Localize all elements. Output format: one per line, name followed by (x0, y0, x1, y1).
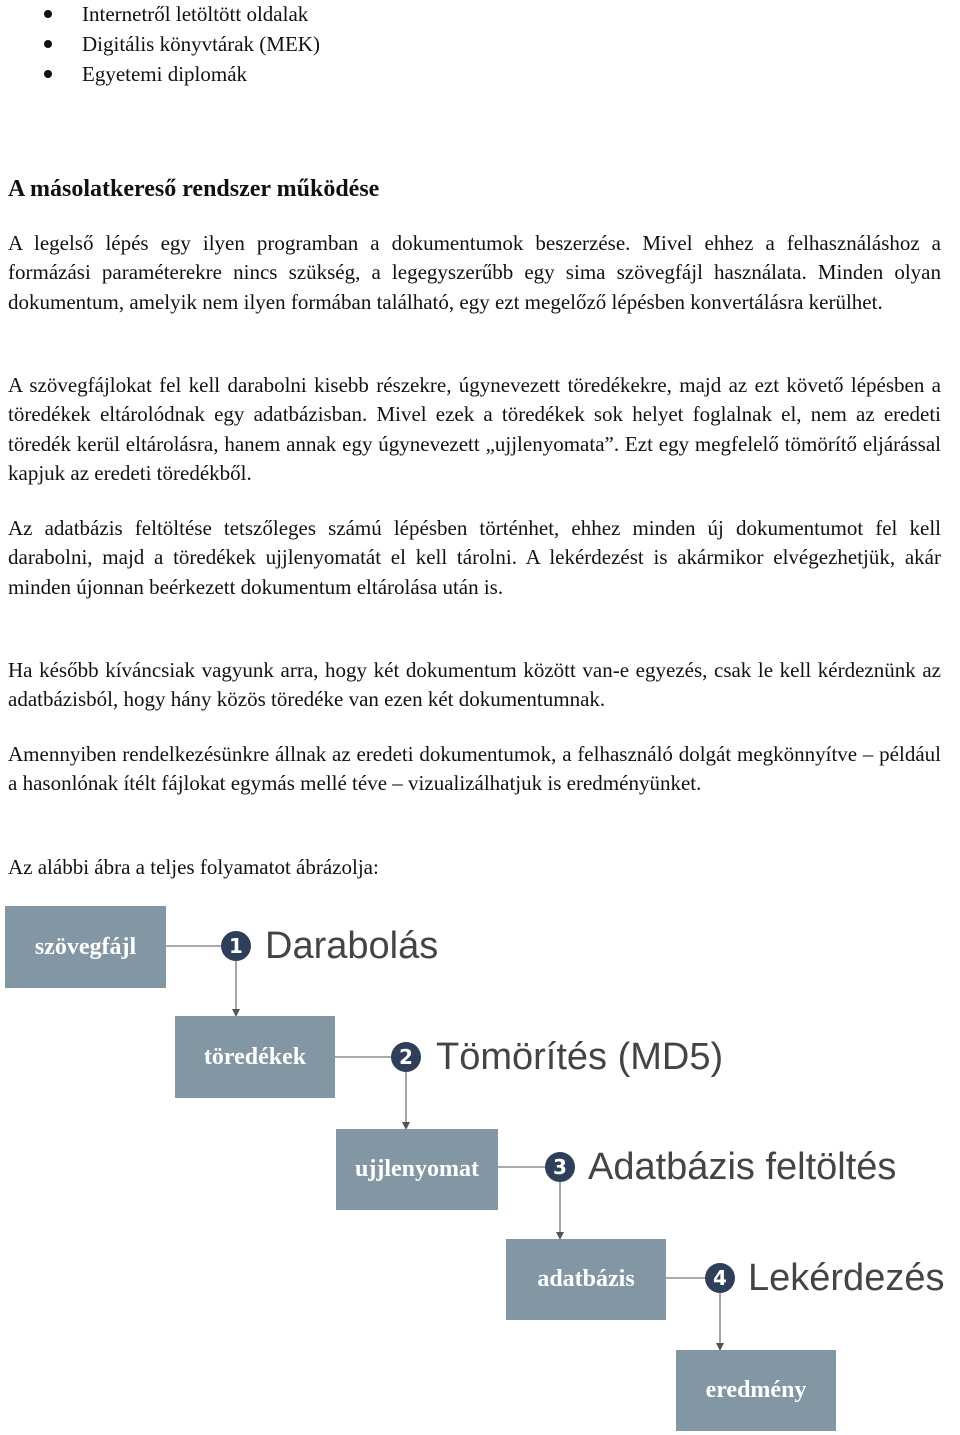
list-item-text: Digitális könyvtárak (MEK) (82, 32, 320, 56)
diagram-box-adatbazis: adatbázis (506, 1239, 666, 1320)
paragraph: Amennyiben rendelkezésünkre állnak az eredeti dokumentumok, a felhasználó dolgát megkönnyítve – például a hasonlónak ítélt fájlokat egymás mellé téve – vizualizálhatjuk is eredményünket. (8, 742, 941, 796)
step-label: Adatbázis feltöltés (588, 1146, 897, 1188)
paragraph: Az alábbi ábra a teljes folyamatot ábrázolja: (8, 855, 379, 879)
bullet-icon (44, 10, 52, 18)
source-list (0, 0, 320, 90)
paragraph: Ha később kíváncsiak vagyunk arra, hogy két dokumentum között van-e egyezés, csak le kell kérdeznünk az adatbázisból, hogy hány közös töredéke van ezen két dokumentumnak. (8, 658, 941, 712)
paragraph: Az adatbázis feltöltése tetszőleges számú lépésben történhet, ehhez minden új dokumentumot fel kell darabolni, majd a töredékek ujjlenyomatát el kell tárolni. A lekérdezést is akármikor elvégezhetjük, akár minden újonnan beérkezett dokumentum eltárolása után is. (8, 516, 941, 599)
step-label: Darabolás (265, 925, 439, 967)
bullet-icon (44, 70, 52, 78)
paragraph: A szövegfájlokat fel kell darabolni kisebb részekre, úgynevezett töredékekre, majd az ezt követő lépésben a töredékek eltárolódnak egy adatbázisban. Mivel ezek a töredékek sok helyet foglalnak el, nem az eredeti töredék kerül eltárolásra, hanem annak egy úgynevezett „ujjlenyomata”. Ezt egy megfelelő tömörítő eljárással kapjuk az eredeti töredékből. (8, 373, 941, 486)
step-number-badge: 4 (705, 1263, 735, 1293)
diagram-box-eredmeny: eredmény (676, 1350, 836, 1431)
diagram-box-toredekek: töredékek (175, 1016, 335, 1098)
bullet-icon (44, 40, 52, 48)
list-item (0, 30, 320, 60)
step-number-badge: 1 (221, 931, 251, 961)
step-label: Tömörítés (MD5) (436, 1036, 724, 1078)
list-item (0, 0, 320, 30)
list-item (0, 60, 320, 90)
step-number-badge: 2 (391, 1042, 421, 1072)
paragraph: A legelső lépés egy ilyen programban a dokumentumok beszerzése. Mivel ehhez a felhasználáshoz a formázási paraméterekre nincs szükség, a legegyszerűbb egy sima szövegfájl használata. Minden olyan dokumentum, amelyik nem ilyen formában található, egy ezt megelőző lépésben konvertálásra kerülhet. (8, 231, 941, 314)
section-heading: A másolatkereső rendszer működése (8, 176, 380, 202)
step-label: Lekérdezés (748, 1257, 945, 1299)
diagram-box-ujjlenyomat: ujjlenyomat (336, 1129, 498, 1210)
list-item-text: Egyetemi diplomák (82, 62, 248, 86)
step-number-badge: 3 (545, 1152, 575, 1182)
list-item-text: Internetről letöltött oldalak (82, 2, 309, 26)
diagram-box-szovegfajl: szövegfájl (5, 906, 166, 988)
